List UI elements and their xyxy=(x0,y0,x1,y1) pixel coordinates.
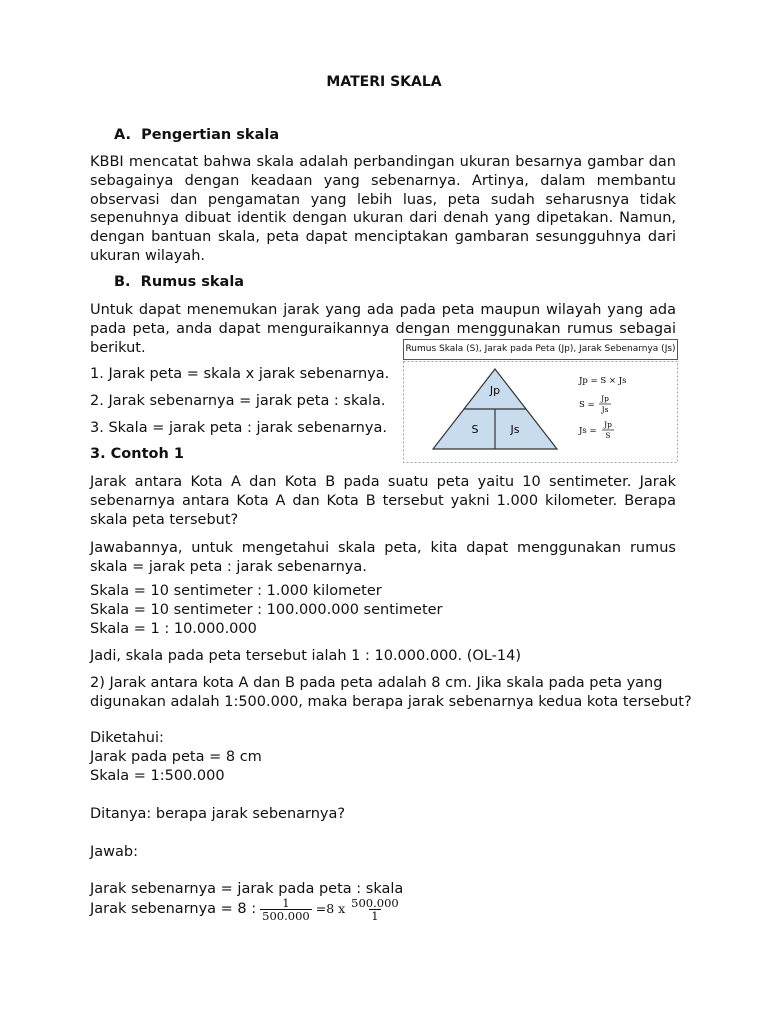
figure-equation-3-lhs: Js = xyxy=(579,426,597,436)
fraction-2-denominator: 1 xyxy=(371,909,379,923)
known-map-distance: Jarak pada peta = 8 cm xyxy=(90,749,262,765)
example-1-heading: 3. Contoh 1 xyxy=(90,446,184,462)
calc-line-1: Jarak sebenarnya = jarak pada peta : skala xyxy=(90,881,404,897)
calc-line-2 xyxy=(90,897,403,922)
example-1-question: Jarak antara Kota A dan Kota B pada suatu peta yaitu 10 sentimeter. Jarak sebenarnya antara Kota A dan Kota B tersebut yakni 1.000 kilometer. Berapa skala peta tersebut? xyxy=(90,474,676,528)
triangle-label-s: S xyxy=(471,423,479,436)
scale-triangle-figure xyxy=(403,361,678,463)
figure-equation-3-num: Jp xyxy=(604,420,612,429)
section-b-heading: B. Rumus skala xyxy=(114,274,245,290)
section-a-paragraph: KBBI mencatat bahwa skala adalah perbandingan ukuran besarnya gambar dan sebagainya dengan keadaan yang sebenarnya. Artinya, dalam membantu observasi dan pengamatan yang lebih luas, peta sudah seharusnya tidak sepenuhnya dibuat identik dengan ukuran dari denah yang dipetakan. Namun, dengan bantuan skala, peta dapat menciptakan gambaran sesungguhnya dari ukuran wilayah. xyxy=(90,154,676,264)
asked-line: Ditanya: berapa jarak sebenarnya? xyxy=(90,806,346,822)
page-title: MATERI SKALA xyxy=(326,74,442,90)
section-b-intro-line-1: Untuk dapat menemukan jarak yang ada pada peta maupun wilayah yang ada xyxy=(90,302,676,318)
figure-equation-2-lhs: S = xyxy=(579,400,595,410)
example-2-question-line-1: 2) Jarak antara kota A dan B pada peta adalah 8 cm. Jika skala pada peta yang xyxy=(90,675,663,691)
known-scale: Skala = 1:500.000 xyxy=(90,768,225,784)
section-b-intro-line-2: pada peta, anda dapat menguraikannya dengan menggunakan rumus sebagai xyxy=(90,321,676,337)
triangle-label-jp: Jp xyxy=(489,384,501,397)
example-1-answer-intro: Jawabannya, untuk mengetahui skala peta, kita dapat menggunakan rumus skala = jarak peta : jarak sebenarnya. xyxy=(90,540,676,575)
calc-line-2-mid: =8 x xyxy=(315,901,346,917)
figure-equation-2-den: Js xyxy=(601,405,609,414)
fraction-1-numerator: 1 xyxy=(282,896,290,910)
example-1-step-2: Skala = 10 sentimeter : 100.000.000 sentimeter xyxy=(90,602,443,618)
calc-line-2-prefix: Jarak sebenarnya = 8 : xyxy=(90,901,257,918)
figure-caption: Rumus Skala (S), Jarak pada Peta (Jp), Jarak Sebenarnya (Js) xyxy=(403,339,678,360)
example-1-conclusion: Jadi, skala pada peta tersebut ialah 1 : 10.000.000. (OL-14) xyxy=(90,648,521,664)
figure-equation-3-den: S xyxy=(605,431,611,440)
known-label: Diketahui: xyxy=(90,730,164,746)
example-1-step-3: Skala = 1 : 10.000.000 xyxy=(90,621,257,637)
example-2-question-line-2: digunakan adalah 1:500.000, maka berapa jarak sebenarnya kedua kota tersebut? xyxy=(90,694,692,710)
answer-label: Jawab: xyxy=(90,844,138,860)
fraction-1-denominator: 500.000 xyxy=(262,909,310,923)
formula-3: 3. Skala = jarak peta : jarak sebenarnya. xyxy=(90,420,387,436)
fraction-2 xyxy=(349,897,401,922)
fraction-1 xyxy=(260,897,312,922)
section-b-intro-line-3: berikut. xyxy=(90,340,146,356)
formula-2: 2. Jarak sebenarnya = jarak peta : skala. xyxy=(90,393,386,409)
triangle-label-js: Js xyxy=(510,423,520,436)
figure-equation-2-num: Jp xyxy=(601,394,609,403)
example-1-step-1: Skala = 10 sentimeter : 1.000 kilometer xyxy=(90,583,382,599)
formula-1: 1. Jarak peta = skala x jarak sebenarnya. xyxy=(90,366,390,382)
fraction-2-numerator: 500.000 xyxy=(351,896,399,910)
section-a-heading: A. Pengertian skala xyxy=(114,127,280,143)
figure-equation-1: Jp = S × Js xyxy=(579,376,627,386)
